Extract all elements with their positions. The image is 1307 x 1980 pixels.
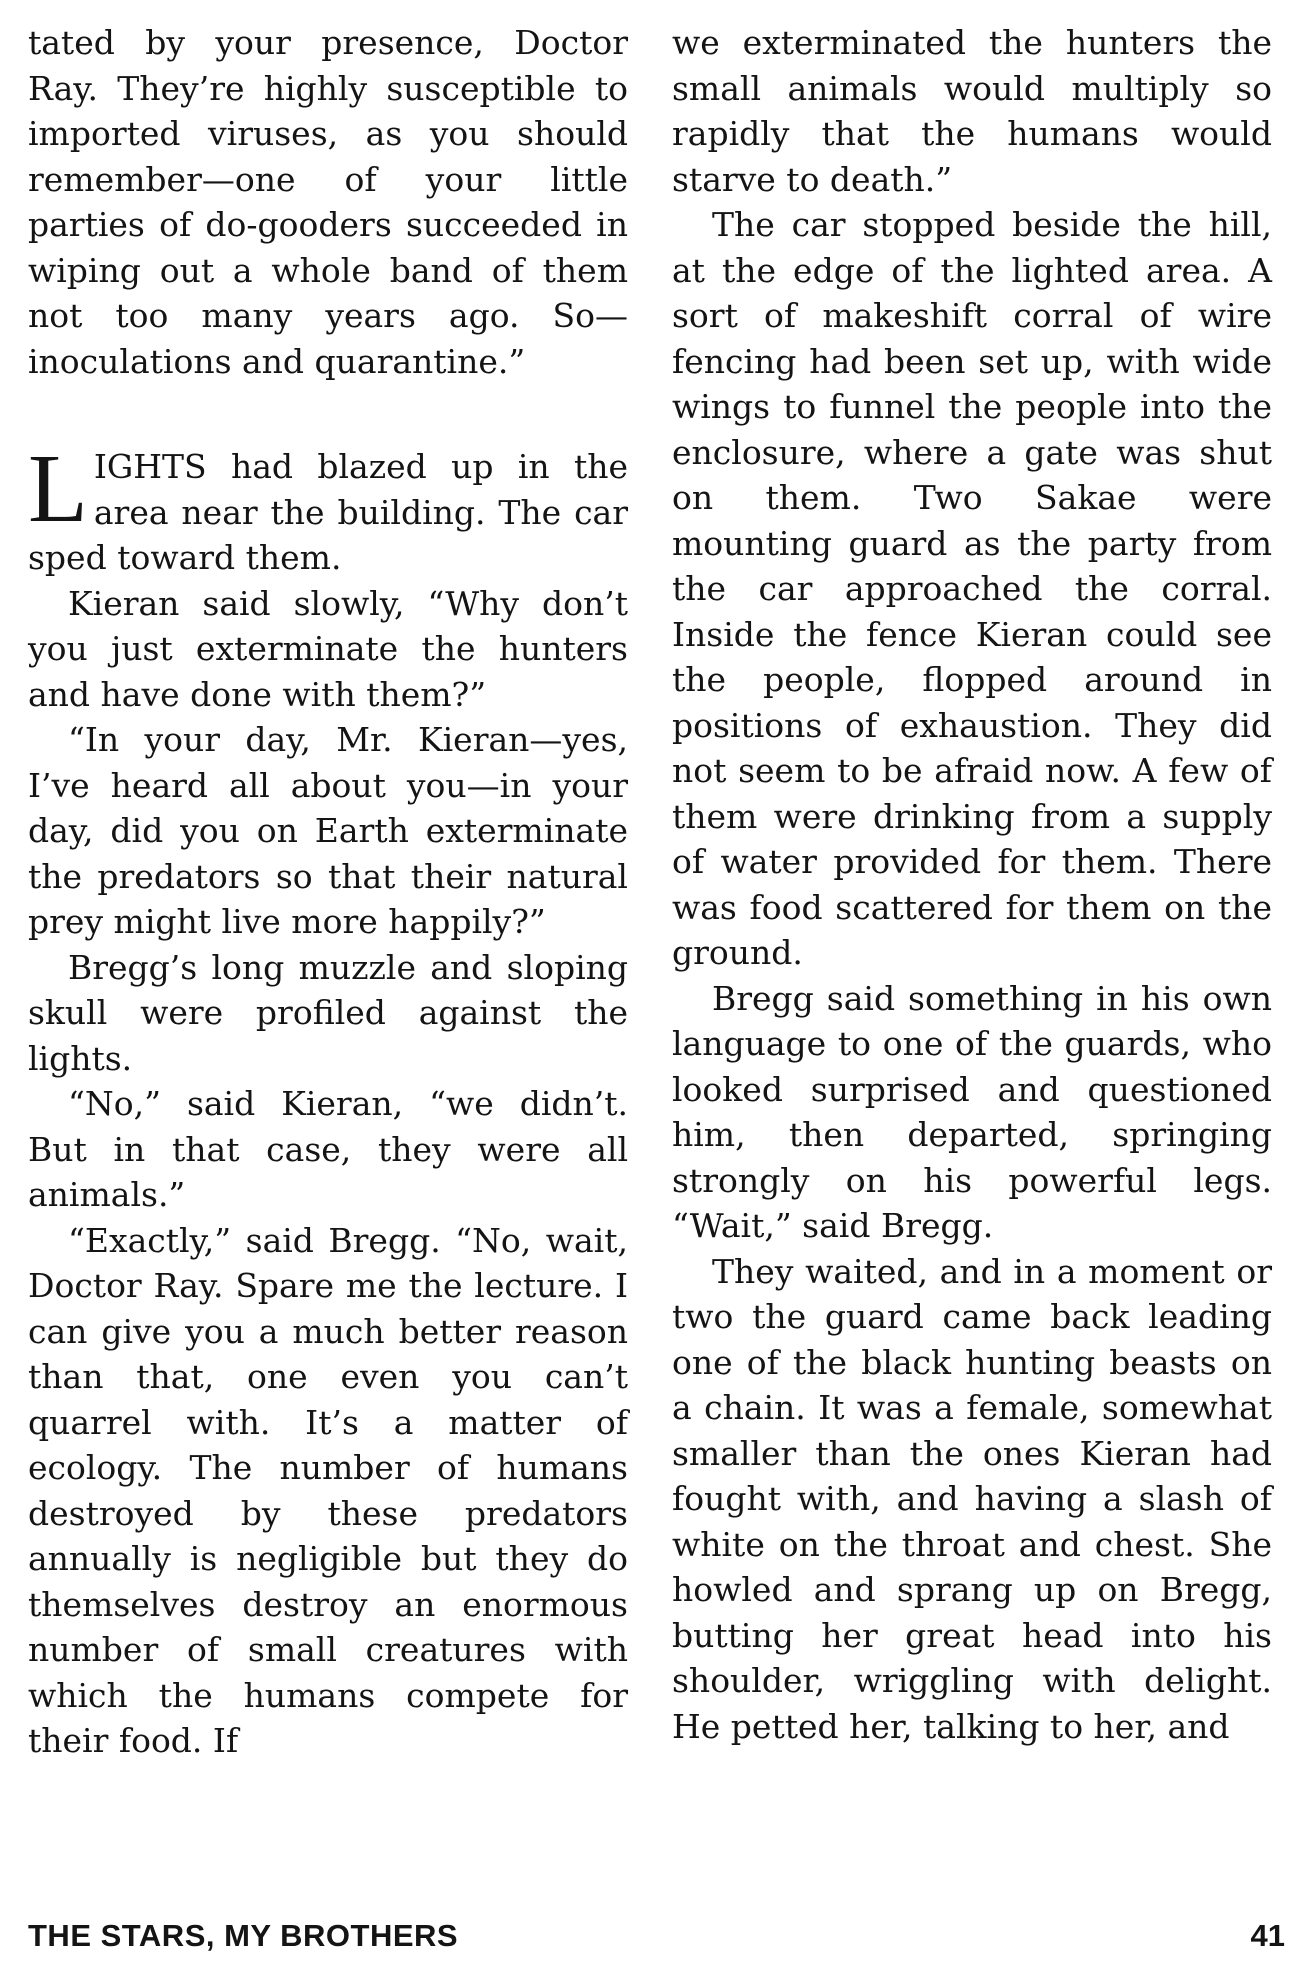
paragraph: tated by your presence, Doctor Ray. They’re highly susceptible to imported viruses, as you should remember—one of your little parties of do-gooders succeeded in wiping out a whole band of them not too many years ago. So—inoculations and quarantine.”: [28, 23, 628, 381]
paragraph: They waited, and in a moment or two the guard came back leading one of the black hunting beasts on a chain. It was a female, somewhat smaller than the ones Kieran had fought with, and having a slash of white on the throat and chest. She howled and sprang up on Bregg, butting her great head into his shoulder, wriggling with delight. He petted her, talking to her, and: [672, 1251, 1272, 1746]
drop-cap: L: [28, 435, 88, 543]
page-number: 41: [1250, 1918, 1285, 1953]
paragraph: “In your day, Mr. Kieran—yes, I’ve heard all about you—in your day, did you on Earth exterminate the predators so that their natural prey might live more happily?”: [28, 720, 628, 941]
paragraph: Bregg’s long muzzle and sloping skull were profiled against the lights.: [28, 947, 628, 1078]
section-opening-paragraph: [28, 435, 628, 581]
paragraph: we exterminated the hunters the small animals would multiply so rapidly that the humans would starve to death.”: [672, 23, 1272, 199]
running-footer-title: THE STARS, MY BROTHERS: [28, 1918, 459, 1953]
paragraph: Kieran said slowly, “Why don’t you just exterminate the hunters and have done with them?”: [28, 583, 628, 714]
paragraph: “No,” said Kieran, “we didn’t. But in that case, they were all animals.”: [28, 1084, 628, 1214]
right-text-column: [672, 20, 1272, 1749]
left-text-column: [28, 20, 628, 1764]
paragraph: “Exactly,” said Bregg. “No, wait, Doctor Ray. Spare me the lecture. I can give you a much better reason than that, one even you can’t quarrel with. It’s a matter of ecology. The number of humans destroyed by these predators annually is negligible but they do themselves destroy an enormous number of small creatures with which the humans compete for their food. If: [28, 1220, 628, 1760]
paragraph: Bregg said something in his own language to one of the guards, who looked surprised and questioned him, then departed, springing strongly on his powerful legs. “Wait,” said Bregg.: [672, 978, 1272, 1245]
paragraph: The car stopped beside the hill, at the edge of the lighted area. A sort of makeshift corral of wire fencing had been set up, with wide wings to funnel the people into the enclosure, where a gate was shut on them. Two Sakae were mounting guard as the party from the car approached the corral. Inside the fence Kieran could see the people, flopped around in positions of exhaustion. They did not seem to be afraid now. A few of them were drinking from a supply of water provided for them. There was food scattered for them on the ground.: [672, 205, 1272, 972]
paragraph-text: IGHTS had blazed up in the area near the building. The car sped toward them.: [28, 447, 628, 577]
